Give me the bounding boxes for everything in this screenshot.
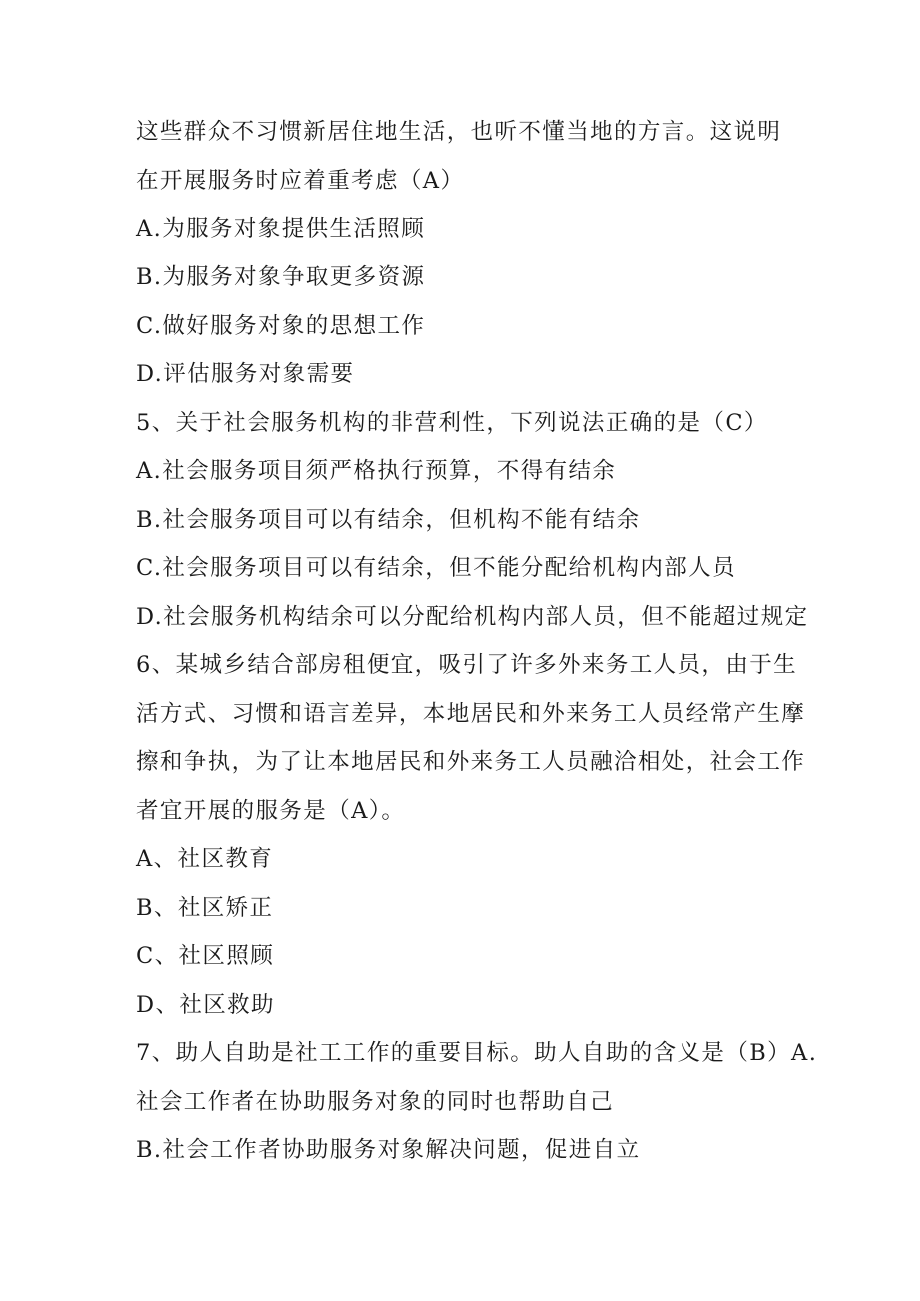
q5-option-a-line: A.社会服务项目须严格执行预算，不得有结余 [136, 458, 617, 484]
q6-option-b-line: B、社区矫正 [136, 895, 274, 921]
question-6-line-3: 擦和争执，为了让本地居民和外来务工人员融洽相处，社会工作 [136, 749, 806, 775]
option-a-line: A.为服务对象提供生活照顾 [136, 216, 426, 242]
question-7-line-2: 社会工作者在协助服务对象的同时也帮助自己 [136, 1089, 615, 1115]
question-7-line-1: 7、助人自助是社工工作的重要目标。助人自助的含义是（B）A. [136, 1040, 818, 1066]
q5-option-d-line: D.社会服务机构结余可以分配给机构内部人员，但不能超过规定 [136, 604, 809, 630]
question-6-line-4: 者宜开展的服务是（A）。 [136, 798, 406, 824]
q5-option-c-line: C.社会服务项目可以有结余，但不能分配给机构内部人员 [136, 555, 736, 581]
question-6-line-2: 活方式、习惯和语言差异，本地居民和外来务工人员经常产生摩 [136, 701, 806, 727]
question-6-line-1: 6、某城乡结合部房租便宜，吸引了许多外来务工人员，由于生 [136, 652, 798, 678]
text-line-1: 这些群众不习惯新居住地生活，也听不懂当地的方言。这说明 [136, 119, 782, 145]
q6-option-a-line: A、社区教育 [136, 846, 274, 872]
q6-option-d-line: D、社区救助 [136, 992, 275, 1018]
q6-option-c-line: C、社区照顾 [136, 943, 275, 969]
q7-option-b-line: B.社会工作者协助服务对象解决问题，促进自立 [136, 1137, 641, 1163]
question-5-line: 5、关于社会服务机构的非营利性，下列说法正确的是（C） [136, 410, 768, 436]
option-c-line: C.做好服务对象的思想工作 [136, 313, 426, 339]
text-line-2: 在开展服务时应着重考虑（A） [136, 168, 465, 194]
option-b-line: B.为服务对象争取更多资源 [136, 264, 426, 290]
option-d-line: D.评估服务对象需要 [136, 361, 355, 387]
q5-option-b-line: B.社会服务项目可以有结余，但机构不能有结余 [136, 507, 641, 533]
